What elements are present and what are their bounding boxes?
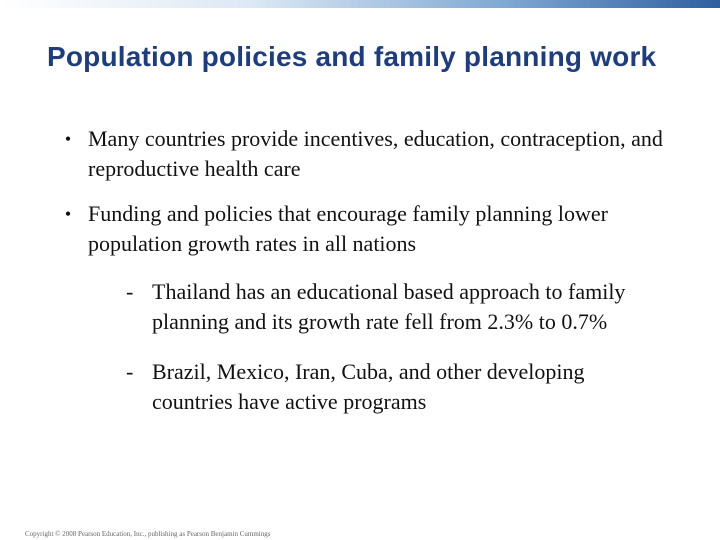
bullet-item-funding	[58, 199, 678, 417]
bullet-item-incentives	[58, 124, 678, 184]
sub-bullet-text-brazil: Brazil, Mexico, Iran, Cuba, and other developing countries have active programs	[152, 359, 585, 414]
dash-marker: -	[126, 359, 134, 384]
dash-marker: -	[126, 279, 134, 304]
bullet-text-incentives: Many countries provide incentives, education, contraception, and reproductive health care	[88, 126, 663, 181]
sub-bullet-thailand	[120, 277, 660, 337]
bullet-marker: •	[64, 129, 72, 149]
sub-bullet-brazil	[120, 357, 660, 417]
copyright-footer: Copyright © 2008 Pearson Education, Inc., publishing as Pearson Benjamin Cummings	[25, 530, 271, 538]
sub-bullet-list	[88, 277, 660, 417]
bullet-text-funding: Funding and policies that encourage family planning lower population growth rates in all nations	[88, 201, 608, 256]
sub-bullet-text-thailand: Thailand has an educational based approach to family planning and its growth rate fell from 2.3% to 0.7%	[152, 279, 626, 334]
bullet-list	[58, 124, 678, 437]
bullet-marker: •	[64, 204, 72, 224]
top-gradient-bar	[0, 0, 720, 8]
slide-title: Population policies and family planning work	[47, 41, 657, 72]
